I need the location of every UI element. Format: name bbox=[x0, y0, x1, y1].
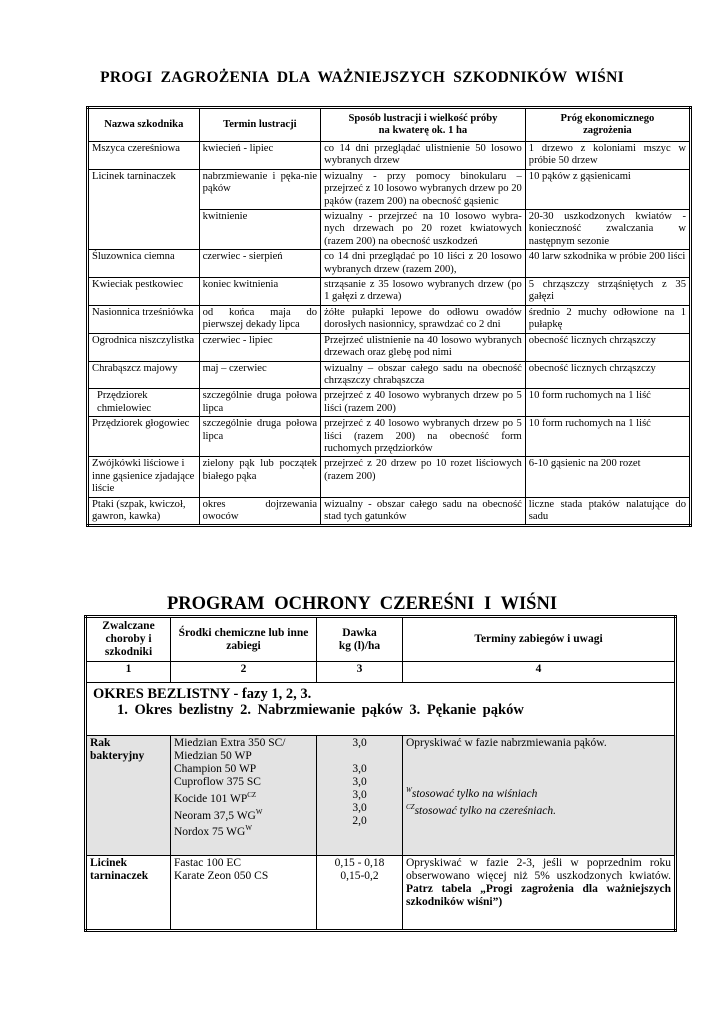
table-row bbox=[88, 361, 691, 389]
table-row bbox=[88, 142, 691, 170]
economic-threshold: obecność licznych chrząszczy bbox=[525, 361, 690, 389]
product-name: Miedzian 50 WP bbox=[174, 749, 252, 762]
product-name: Champion 50 WP bbox=[174, 762, 257, 775]
inspection-term: czerwiec - lipiec bbox=[199, 333, 321, 361]
cz-note: $^{CZ}$stosować tylko na czereśniach. bbox=[406, 802, 556, 817]
economic-threshold: 1 drzewo z koloniami mszyc w próbie 50 drzew bbox=[525, 142, 690, 170]
economic-threshold: 20-30 uszkodzonych kwiatów - konieczność zwalczania w następnym sezonie bbox=[525, 210, 690, 250]
header-method: Sposób lustracji i wielkość próby na kwaterę ok. 1 ha bbox=[321, 108, 526, 142]
header-threshold: Próg ekonomicznego zagrożenia bbox=[525, 108, 690, 142]
rak-note: Opryskiwać w fazie nabrzmiewania pąków. bbox=[406, 736, 607, 749]
program-header-row bbox=[86, 617, 676, 662]
product-list bbox=[171, 855, 317, 930]
inspection-method: wizualny – obszar całego sadu na obecność chrząszczy chrabąszcza bbox=[321, 361, 526, 389]
inspection-method: przejrzeć z 40 losowo wybranych drzew po 5 liści (razem 200) bbox=[321, 389, 526, 417]
column-numbers-row bbox=[86, 662, 676, 683]
inspection-method: wizualny - przejrzeć na 10 losowo wybra-nych drzewach po 20 rozet kwiatowych (razem 200) na obecność uszkodzeń bbox=[321, 210, 526, 250]
inspection-term: maj – czerwiec bbox=[199, 361, 321, 389]
inspection-term: kwiecień - lipiec bbox=[199, 142, 321, 170]
economic-threshold: obecność licznych chrząszczy bbox=[525, 333, 690, 361]
period-row bbox=[86, 683, 676, 735]
pest-name: Nasionnica trześniówka bbox=[88, 305, 200, 333]
inspection-term: kwitnienie bbox=[199, 210, 321, 250]
inspection-method: wizualny - obszar całego sadu na obecność stad tych gatunków bbox=[321, 497, 526, 526]
column-number: 2 bbox=[171, 662, 317, 683]
inspection-term: nabrzmiewanie i pęka-nie pąków bbox=[199, 169, 321, 209]
table-header-row bbox=[88, 108, 691, 142]
licinek-ref: Patrz tabela „Progi zagrożenia dla ważniejszych szkodników wiśni”) bbox=[406, 882, 671, 908]
inspection-term: koniec kwitnienia bbox=[199, 278, 321, 306]
inspection-term: okres dojrzewania owoców bbox=[199, 497, 321, 526]
product-name: Cuproflow 375 SC bbox=[174, 775, 261, 788]
table-row bbox=[88, 417, 691, 457]
inspection-method: strząsanie z 35 losowo wybranych drzew (po 1 gałęzi z drzewa) bbox=[321, 278, 526, 306]
dose-value: 2,0 bbox=[352, 814, 367, 827]
inspection-term: od końca maja do pierwszej dekady lipca bbox=[199, 305, 321, 333]
inspection-term: czerwiec - sierpień bbox=[199, 250, 321, 278]
economic-threshold: 40 larw szkodnika w próbie 200 liści bbox=[525, 250, 690, 278]
rak-notes bbox=[403, 735, 676, 855]
dose-value: 3,0 bbox=[352, 736, 367, 749]
pest-name: Chrabąszcz majowy bbox=[88, 361, 200, 389]
economic-threshold: liczne stada ptaków nalatujące do sadu bbox=[525, 497, 690, 526]
dose-value: 3,0 bbox=[352, 762, 367, 775]
header-term: Termin lustracji bbox=[199, 108, 321, 142]
program-table bbox=[84, 615, 677, 932]
table-row bbox=[88, 278, 691, 306]
pest-name: Licinek tarninaczek bbox=[86, 855, 171, 930]
licinek-note: Opryskiwać w fazie 2-3, jeśli w poprzednim roku obserwowano więcej niż 5% uszkodzonych kwiatów. bbox=[406, 856, 671, 882]
pest-name: Śluzownica ciemna bbox=[88, 250, 200, 278]
pest-name: Ptaki (szpak, kwiczoł, gawron, kawka) bbox=[88, 497, 200, 526]
pest-name: Zwójkówki liściowe i inne gąsienice zjadające liście bbox=[88, 457, 200, 497]
header-name: Nazwa szkodnika bbox=[88, 108, 200, 142]
economic-threshold: 10 pąków z gąsienicami bbox=[525, 169, 690, 209]
inspection-method: przejrzeć z 20 drzew po 10 rozet liściowych (razem 200) bbox=[321, 457, 526, 497]
column-number: 1 bbox=[86, 662, 171, 683]
table-row bbox=[88, 305, 691, 333]
product-name: Karate Zeon 050 CS bbox=[174, 869, 269, 882]
pest-name: Ogrodnica niszczylistka bbox=[88, 333, 200, 361]
economic-threshold: 10 form ruchomych na 1 liść bbox=[525, 389, 690, 417]
product-name: Fastac 100 EC bbox=[174, 856, 242, 869]
inspection-method: co 14 dni przeglądać ulistnienie 50 losowo wybranych drzew bbox=[321, 142, 526, 170]
pest-name: Kwieciak pestkowiec bbox=[88, 278, 200, 306]
pest-name: Licinek tarninaczek bbox=[88, 169, 200, 249]
period-title: OKRES BEZLISTNY - fazy 1, 2, 3. bbox=[93, 686, 312, 703]
threshold-table bbox=[86, 106, 692, 527]
dose-value: 3,0 bbox=[352, 775, 367, 788]
header-dose: Dawka kg (l)/ha bbox=[317, 617, 403, 662]
product-name: Nordox 75 $WG^W$ bbox=[174, 824, 252, 839]
pest-name: Przędziorek głogowiec bbox=[88, 417, 200, 457]
inspection-term: zielony pąk lub początek białego pąka bbox=[199, 457, 321, 497]
inspection-method: co 14 dni przeglądać po 10 liści z 20 losowo wybranych drzew (razem 200), bbox=[321, 250, 526, 278]
licinek-notes bbox=[403, 855, 676, 930]
inspection-term: szczególnie druga połowa lipca bbox=[199, 389, 321, 417]
product-list bbox=[171, 735, 317, 855]
economic-threshold: 6-10 gąsienic na 200 rozet bbox=[525, 457, 690, 497]
licinek-row bbox=[86, 855, 676, 930]
rak-row bbox=[86, 735, 676, 855]
economic-threshold: 10 form ruchomych na 1 liść bbox=[525, 417, 690, 457]
program-title: PROGRAM OCHRONY CZEREŚNI I WIŚNI bbox=[166, 594, 558, 614]
pest-name: Rak bakteryjny bbox=[86, 735, 171, 855]
dose-value bbox=[320, 750, 399, 763]
w-note: $^W$stosować tylko na wiśniach bbox=[406, 785, 538, 800]
economic-threshold: 5 chrząszczy strząśniętych z 35 gałęzi bbox=[525, 278, 690, 306]
page-title: PROGI ZAGROŻENIA DLA WAŻNIEJSZYCH SZKODNIKÓW WIŚNI bbox=[100, 69, 624, 86]
pest-name: Przędziorek chmielowiec bbox=[88, 389, 200, 417]
product-name: Kocide 101 $WP^{CZ}$ bbox=[174, 790, 257, 805]
dose-value: 0,15-0,2 bbox=[340, 869, 379, 882]
inspection-method: wizualny - przy pomocy binokularu – przejrzeć z 10 losowo wybranych drzew po 20 pąków (razem 200) na obecność gąsienic bbox=[321, 169, 526, 209]
inspection-method: przejrzeć z 40 losowo wybranych drzew po 5 liści (razem 200) na obecność form ruchomych przędziorków bbox=[321, 417, 526, 457]
table-row bbox=[88, 250, 691, 278]
dose-list bbox=[317, 735, 403, 855]
table-row bbox=[88, 457, 691, 497]
header-pests: Zwalczane choroby i szkodniki bbox=[86, 617, 171, 662]
header-products: Środki chemiczne lub inne zabiegi bbox=[171, 617, 317, 662]
header-terms: Terminy zabiegów i uwagi bbox=[403, 617, 676, 662]
table-row bbox=[88, 169, 691, 209]
period-heading bbox=[86, 683, 676, 735]
product-name: Miedzian Extra 350 SC/ bbox=[174, 736, 286, 749]
dose-value: 0,15 - 0,18 bbox=[334, 856, 385, 869]
product-name: Neoram 37,5 $WG^W$ bbox=[174, 807, 263, 822]
dose-value: 3,0 bbox=[352, 801, 367, 814]
table-row bbox=[88, 333, 691, 361]
inspection-term: szczególnie druga połowa lipca bbox=[199, 417, 321, 457]
period-phases: 1. Okres bezlistny 2. Nabrzmiewanie pąków 3. Pękanie pąków bbox=[117, 702, 524, 719]
table-row bbox=[88, 497, 691, 526]
column-number: 3 bbox=[317, 662, 403, 683]
economic-threshold: średnio 2 muchy odłowione na 1 pułapkę bbox=[525, 305, 690, 333]
table-row bbox=[88, 389, 691, 417]
inspection-method: żółte pułapki lepowe do odłowu owadów dorosłych nasionnicy, sprawdzać co 2 dni bbox=[321, 305, 526, 333]
pest-name: Mszyca czereśniowa bbox=[88, 142, 200, 170]
inspection-method: Przejrzeć ulistnienie na 40 losowo wybranych drzewach oraz glebę pod nimi bbox=[321, 333, 526, 361]
dose-value: 3,0 bbox=[352, 788, 367, 801]
dose-list bbox=[317, 855, 403, 930]
column-number: 4 bbox=[403, 662, 676, 683]
